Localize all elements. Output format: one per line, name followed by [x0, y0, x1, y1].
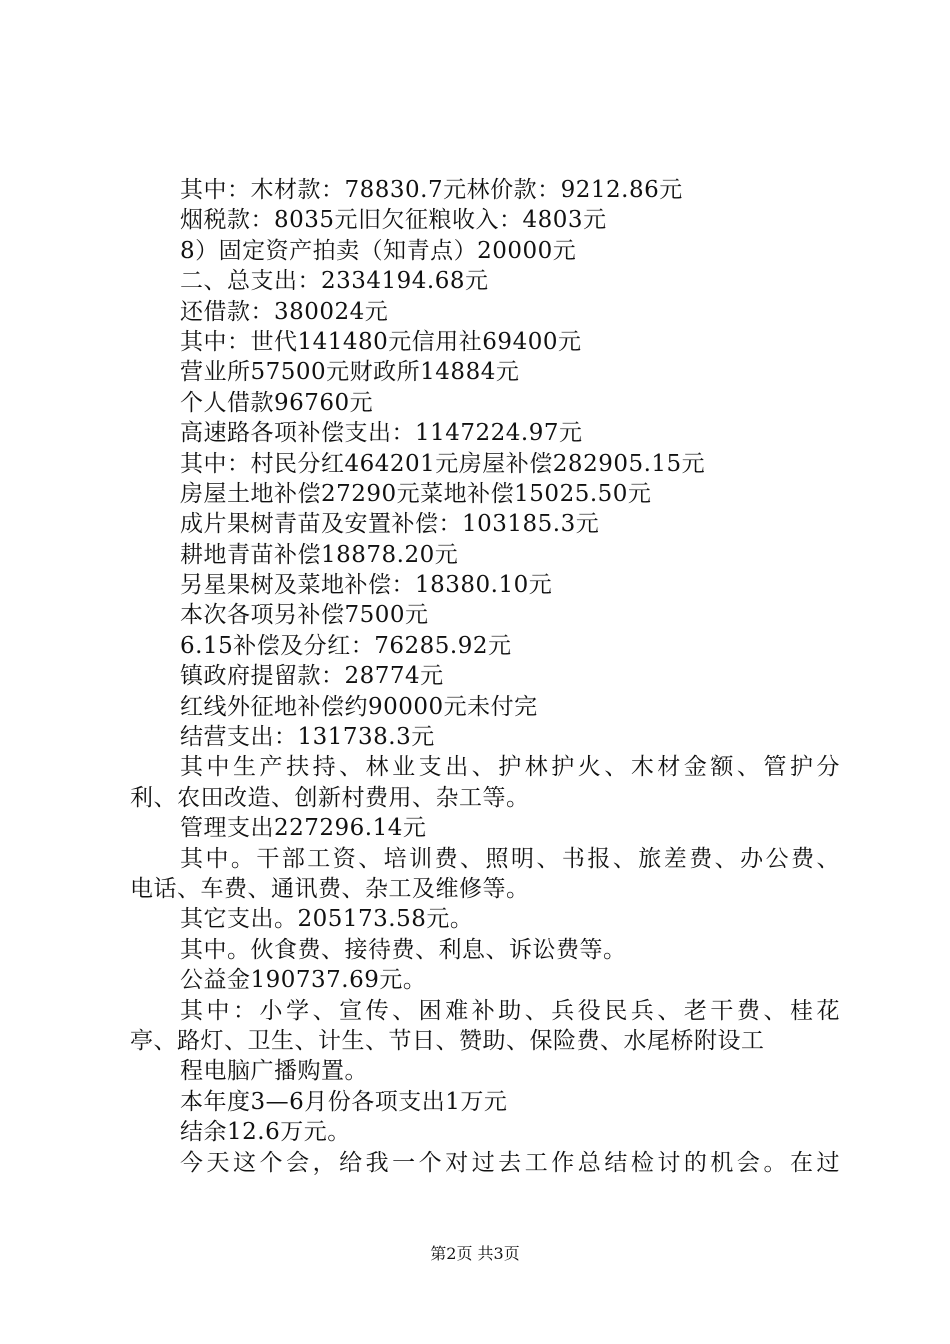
text-line-11: 房屋土地补偿27290元菜地补偿15025.50元 [180, 480, 652, 507]
text-line-32: 结余12.6万元。 [180, 1119, 351, 1146]
text-line-18: 红线外征地补偿约90000元未付完 [180, 693, 538, 720]
document-body [130, 175, 840, 1178]
text-line-26: 其中。伙食费、接待费、利息、诉讼费等。 [180, 936, 627, 963]
text-line-15: 本次各项另补偿7500元 [180, 602, 429, 629]
text-line-28: 其中：小学、宣传、困难补助、兵役民兵、老干费、桂花 [180, 997, 840, 1024]
text-line-24: 电话、车费、通讯费、杂工及维修等。 [130, 875, 530, 902]
text-line-5: 还借款：380024元 [180, 298, 389, 325]
text-line-4: 二、总支出：2334194.68元 [180, 268, 489, 295]
page-footer: 第2页 共3页 [430, 1244, 520, 1263]
text-line-29: 亭、路灯、卫生、计生、节日、赞助、保险费、水尾桥附设工 [130, 1027, 765, 1054]
text-line-30: 程电脑广播购置。 [180, 1058, 368, 1085]
text-line-21: 利、农田改造、创新村费用、杂工等。 [130, 784, 530, 811]
text-line-22: 管理支出227296.14元 [180, 815, 427, 842]
text-line-12: 成片果树青苗及安置补偿：103185.3元 [180, 511, 600, 538]
text-line-2: 烟税款：8035元旧欠征粮收入：4803元 [180, 207, 607, 234]
text-line-7: 营业所57500元财政所14884元 [180, 359, 520, 386]
text-line-16: 6.15补偿及分红：76285.92元 [180, 632, 512, 659]
text-line-1: 其中：木材款：78830.7元林价款：9212.86元 [180, 177, 683, 203]
text-line-9: 高速路各项补偿支出：1147224.97元 [180, 420, 583, 447]
text-line-3: 8）固定资产拍卖（知青点）20000元 [180, 237, 577, 264]
text-line-23: 其中。干部工资、培训费、照明、书报、旅差费、办公费、 [180, 845, 840, 872]
text-line-27: 公益金190737.69元。 [180, 967, 427, 994]
text-line-25: 其它支出。205173.58元。 [180, 906, 474, 933]
text-line-20: 其中生产扶持、林业支出、护林护火、木材金额、管护分 [180, 754, 840, 781]
text-line-14: 另星果树及菜地补偿：18380.10元 [180, 572, 553, 599]
text-line-19: 结营支出：131738.3元 [180, 724, 435, 751]
text-line-17: 镇政府提留款：28774元 [180, 663, 444, 690]
text-line-33: 今天这个会，给我一个对过去工作总结检讨的机会。在过 [180, 1149, 840, 1176]
text-line-10: 其中：村民分红464201元房屋补偿282905.15元 [180, 450, 706, 477]
text-line-8: 个人借款96760元 [180, 389, 374, 416]
text-line-31: 本年度3—6月份各项支出1万元 [180, 1088, 508, 1115]
text-line-13: 耕地青苗补偿18878.20元 [180, 541, 459, 568]
text-line-6: 其中：世代141480元信用社69400元 [180, 328, 582, 355]
